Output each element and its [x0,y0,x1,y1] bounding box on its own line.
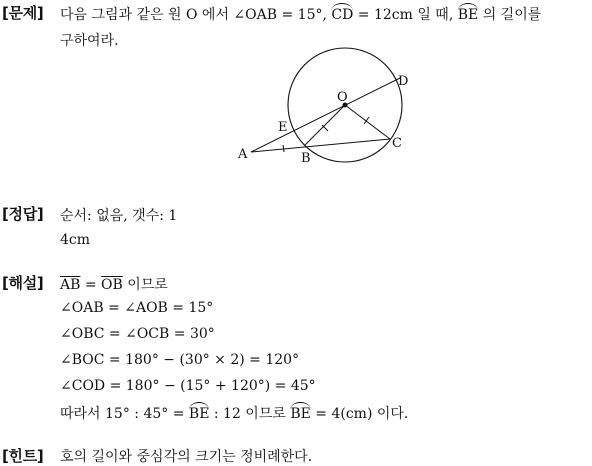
segment-ob: $\overline{OB}$ [101,277,123,293]
explanation-text-part: = 4(cm) 이다. [310,406,409,422]
explanation-line-2: ∠OAB = ∠AOB = 15° [60,300,214,316]
answer-value: 4cm [60,232,91,248]
line-a-d [251,78,400,152]
label-d: D [398,74,409,89]
problem-text-part: 의 길이를 [478,7,542,23]
label-o: O [337,90,348,105]
label-c: C [392,136,402,151]
arc-cd: CD [331,7,354,23]
segment-o-b [305,105,345,145]
problem-text-line-2: 구하여라. [60,33,119,49]
tick-ob [322,125,328,131]
problem-text-part: = 12cm 일 때, [353,7,458,23]
label-b: B [301,151,311,166]
segment-ab: $\overline{AB}$ [60,277,81,293]
explanation-line-4: ∠BOC = 180° − (30° × 2) = 120° [60,352,300,368]
arc-be: BE [457,7,479,23]
explanation-text-part: = [80,277,102,293]
explanation-label: [해설] [2,274,44,292]
circle-figure [0,0,592,180]
explanation-line-1 [60,274,168,294]
answer-label: [정답] [2,205,44,223]
explanation-line-6 [60,403,408,423]
explanation-line-3: ∠OBC = ∠OCB = 30° [60,326,215,342]
label-e: E [278,120,288,135]
problem-text-part: 다음 그림과 같은 원 O 에서 ∠OAB = 15°, [60,7,332,23]
answer-order-count: 순서: 없음, 갯수: 1 [60,208,178,224]
arc-be: BE [290,406,311,422]
problem-label: [문제] [2,4,44,22]
line-a-c [251,139,390,152]
explanation-line-5: ∠COD = 180° − (15° + 120°) = 45° [60,378,316,394]
segment-o-c [345,105,390,139]
arc-be: BE [188,406,210,422]
explanation-text-part: : 12 이므로 [209,406,291,422]
explanation-text-part: 따라서 15° : 45° = [60,406,189,422]
hint-label: [힌트] [2,447,44,465]
tick-ab [283,145,284,152]
label-a: A [238,147,248,162]
explanation-text-part: 이므로 [122,277,168,293]
hint-text: 호의 길이와 중심각의 크기는 정비례한다. [60,449,313,465]
